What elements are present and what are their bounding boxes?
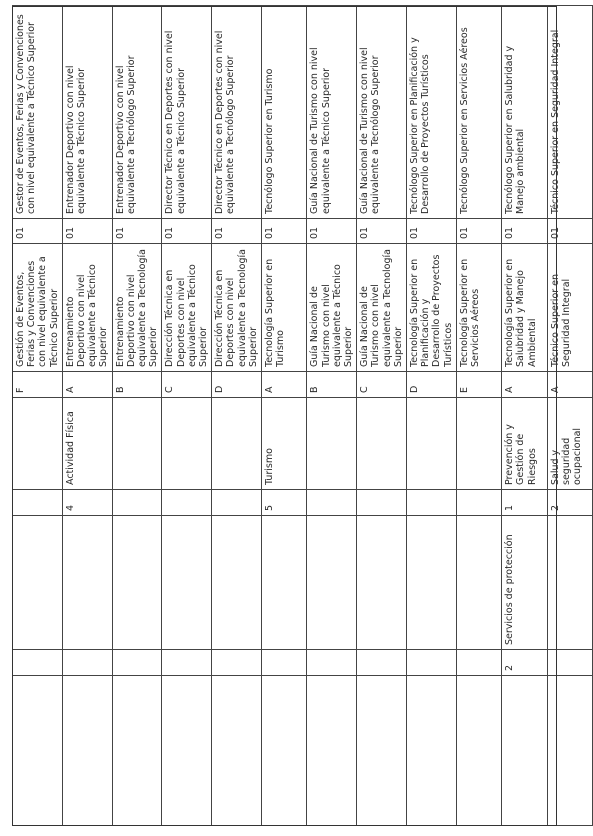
title-cell: Tecnólogo Superior en Turismo [262, 6, 307, 219]
field-code-cell: 5 [262, 490, 307, 516]
title-cell: Técnico Superior en Seguridad Integral [547, 6, 592, 219]
blank-cell [112, 676, 162, 826]
field-code-cell [307, 490, 357, 516]
table-row [547, 6, 592, 826]
level-cell: 01 [456, 219, 501, 244]
area-code-cell [456, 650, 501, 676]
field-name-cell: Turismo [262, 398, 307, 490]
career-cell: Tecnología Superior en Salubridad y Manejo Ambiental [502, 244, 547, 372]
blank-cell [307, 676, 357, 826]
letter-cell: A [502, 372, 547, 398]
title-cell: Guía Nacional de Turismo con nivel equivalente a Tecnólogo Superior [357, 6, 407, 219]
table-row [112, 6, 162, 826]
field-name-cell: Actividad Física [62, 398, 112, 490]
level-cell: 01 [547, 219, 592, 244]
table-row [307, 6, 357, 826]
field-name-cell [357, 398, 407, 490]
area-code-cell [162, 650, 212, 676]
level-cell: 01 [212, 219, 262, 244]
title-cell: Director Técnico en Deportes con nivel equivalente a Tecnólogo Superior [212, 6, 262, 219]
letter-cell: C [162, 372, 212, 398]
letter-cell: C [357, 372, 407, 398]
table-row [456, 6, 501, 826]
level-cell: 01 [357, 219, 407, 244]
career-cell: Técnico Superior en Seguridad Integral [547, 244, 592, 372]
blank-cell [13, 676, 63, 826]
career-cell: Gestión de Eventos, Ferias y Convenciones con nivel equivalente a Técnico Superior [13, 244, 63, 372]
area-code-cell [307, 650, 357, 676]
title-cell: Entrenador Deportivo con nivel equivalente a Tecnólogo Superior [112, 6, 162, 219]
area-name-cell [162, 516, 212, 650]
career-cell: Dirección Técnica en Deportes con nivel equivalente a Tecnología Superior [212, 244, 262, 372]
blank-cell [456, 676, 501, 826]
field-code-cell [456, 490, 501, 516]
area-code-cell [357, 650, 407, 676]
area-name-cell [407, 516, 457, 650]
table-row [212, 6, 262, 826]
career-cell: Tecnología Superior en Planificación y Desarrollo de Proyectos Turísticos [407, 244, 457, 372]
table-row [162, 6, 212, 826]
title-cell: Entrenador Deportivo con nivel equivalente a Técnico Superior [62, 6, 112, 219]
blank-cell [502, 676, 547, 826]
level-cell: 01 [13, 219, 63, 244]
field-name-cell: Prevención y Gestión de Riesgos [502, 398, 547, 490]
table-row [13, 6, 63, 826]
rotated-document-page [12, 6, 584, 826]
field-code-cell [162, 490, 212, 516]
career-cell: Guía Nacional de Turismo con nivel equivalente a Técnico Superior [307, 244, 357, 372]
table-body [13, 6, 593, 826]
blank-cell [162, 676, 212, 826]
field-name-cell [13, 398, 63, 490]
level-cell: 01 [502, 219, 547, 244]
title-cell: Tecnólogo Superior en Planificación y Desarrollo de Proyectos Turísticos [407, 6, 457, 219]
career-cell: Entrenamiento Deportivo con nivel equivalente a Tecnología Superior [112, 244, 162, 372]
career-cell: Tecnología Superior en Turismo [262, 244, 307, 372]
level-cell: 01 [262, 219, 307, 244]
area-name-cell [262, 516, 307, 650]
table-row [357, 6, 407, 826]
field-name-cell [407, 398, 457, 490]
area-code-cell [13, 650, 63, 676]
area-name-cell: Servicios de protección [502, 516, 547, 650]
area-code-cell [262, 650, 307, 676]
field-name-cell [212, 398, 262, 490]
area-code-cell [407, 650, 457, 676]
title-cell: Tecnólogo Superior en Servicios Aéreos [456, 6, 501, 219]
field-name-cell [112, 398, 162, 490]
field-code-cell: 4 [62, 490, 112, 516]
field-name-cell: Salud y seguridad ocupacional [547, 398, 592, 490]
area-name-cell [62, 516, 112, 650]
area-name-cell [13, 516, 63, 650]
career-cell: Dirección Técnica en Deportes con nivel equivalente a Técnico Superior [162, 244, 212, 372]
career-cell: Entrenamiento Deportivo con nivel equivalente a Técnico Superior [62, 244, 112, 372]
blank-cell [547, 676, 592, 826]
letter-cell: A [62, 372, 112, 398]
blank-cell [357, 676, 407, 826]
area-name-cell [456, 516, 501, 650]
table-row [262, 6, 307, 826]
area-name-cell [307, 516, 357, 650]
level-cell: 01 [407, 219, 457, 244]
title-cell: Gestor de Eventos, Ferias y Convenciones con nivel equivalente a Técnico Superior [13, 6, 63, 219]
title-cell: Director Técnico en Deportes con nivel equivalente a Técnico Superior [162, 6, 212, 219]
area-code-cell [62, 650, 112, 676]
career-cell: Tecnología Superior en Servicios Aéreos [456, 244, 501, 372]
field-code-cell [407, 490, 457, 516]
table-row [62, 6, 112, 826]
level-cell: 01 [112, 219, 162, 244]
letter-cell: A [547, 372, 592, 398]
field-name-cell [162, 398, 212, 490]
area-code-cell [112, 650, 162, 676]
title-cell: Tecnólogo Superior en Salubridad y Manejo ambiental [502, 6, 547, 219]
letter-cell: D [407, 372, 457, 398]
title-cell: Guía Nacional de Turismo con nivel equivalente a Técnico Superior [307, 6, 357, 219]
field-code-cell [212, 490, 262, 516]
blank-cell [407, 676, 457, 826]
letter-cell: E [456, 372, 501, 398]
field-code-cell [112, 490, 162, 516]
area-code-cell: 2 [502, 650, 547, 676]
letter-cell: B [307, 372, 357, 398]
blank-cell [262, 676, 307, 826]
letter-cell: D [212, 372, 262, 398]
area-code-cell [547, 650, 592, 676]
level-cell: 01 [307, 219, 357, 244]
blank-cell [62, 676, 112, 826]
blank-cell [212, 676, 262, 826]
area-code-cell [212, 650, 262, 676]
area-name-cell [112, 516, 162, 650]
table-row [407, 6, 457, 826]
level-cell: 01 [62, 219, 112, 244]
field-name-cell [456, 398, 501, 490]
letter-cell: F [13, 372, 63, 398]
area-name-cell [357, 516, 407, 650]
field-code-cell [357, 490, 407, 516]
letter-cell: B [112, 372, 162, 398]
career-title-table [12, 5, 593, 826]
field-code-cell [13, 490, 63, 516]
field-name-cell [307, 398, 357, 490]
area-name-cell [212, 516, 262, 650]
letter-cell: A [262, 372, 307, 398]
level-cell: 01 [162, 219, 212, 244]
area-name-cell [547, 516, 592, 650]
field-code-cell: 2 [547, 490, 592, 516]
career-cell: Guía Nacional de Turismo con nivel equivalente a Tecnología Superior [357, 244, 407, 372]
field-code-cell: 1 [502, 490, 547, 516]
table-row [502, 6, 547, 826]
